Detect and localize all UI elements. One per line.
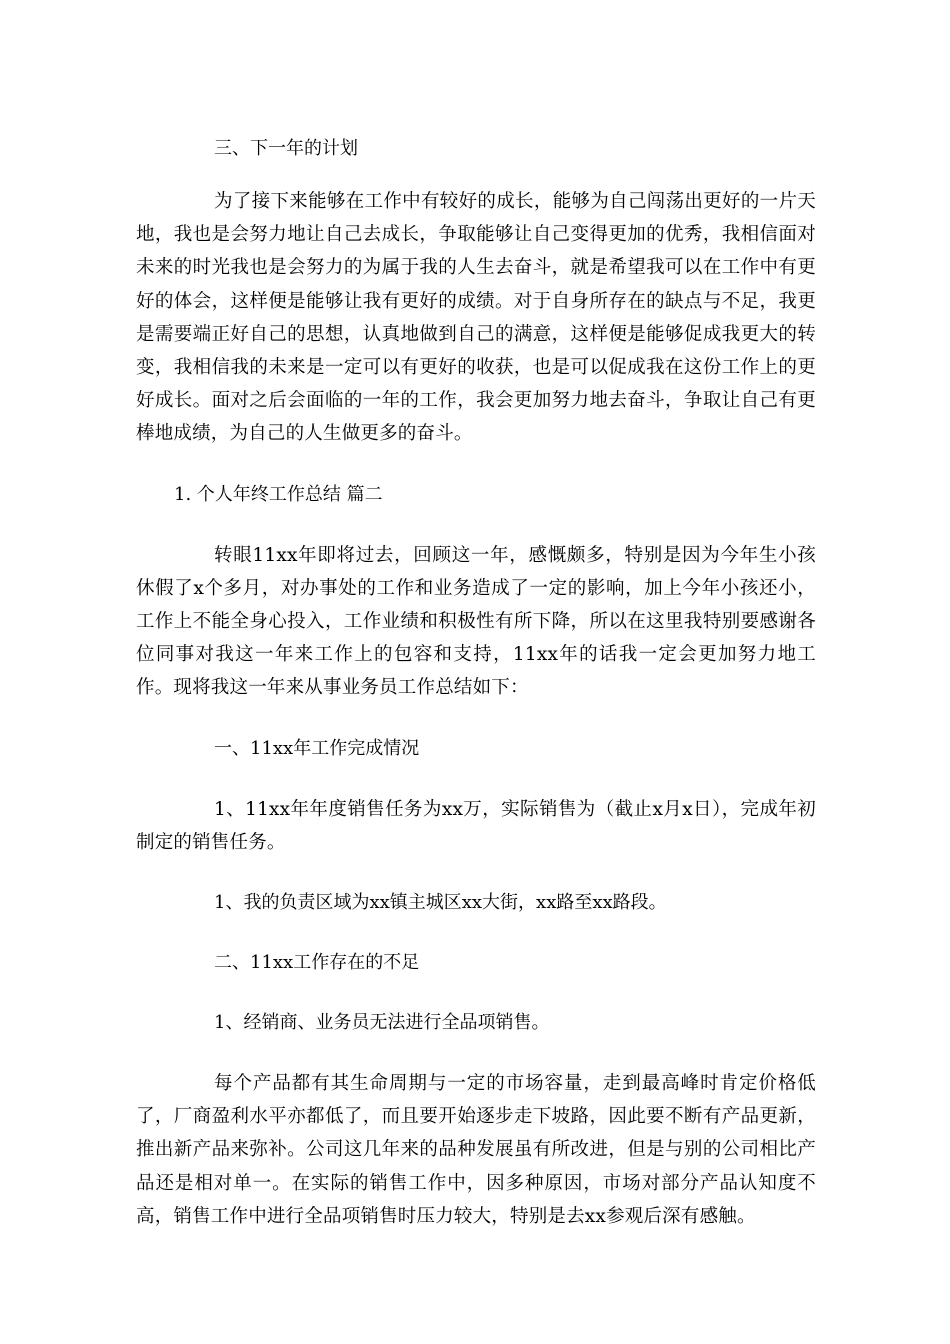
paragraph-next-year-plan: 为了接下来能够在工作中有较好的成长，能够为自己闯荡出更好的一片天地，我也是会努力地让自己去成长，争取能够让自己变得更加的优秀，我相信面对未来的时光我也是会努力的为属于我的人生去奋斗，就是希望我可以在工作中有更好的体会，这样便是能够让我有更好的成绩。对于自身所存在的缺点与不足，我更是需要端正好自己的思想，认真地做到自己的满意，这样便是能够促成我更大的转变，我相信我的未来是一定可以有更好的收获，也是可以促成我在这份工作上的更好成长。面对之后会面临的一年的工作，我会更加努力地去奋斗，争取让自己有更棒地成绩，为自己的人生做更多的奋斗。	[136, 191, 816, 445]
paragraph-sales-task: 1、11xx年年度销售任务为xx万，实际销售为（截止x月x日），完成年初制定的销售任务。	[136, 798, 816, 853]
section-heading-work-completion: 一、11xx年工作完成情况	[214, 737, 420, 759]
subheading-full-range-sales: 1、经销商、业务员无法进行全品项销售。	[214, 1012, 550, 1034]
paragraph-intro: 转眼11xx年即将过去，回顾这一年，感慨颇多，特别是因为今年生小孩休假了x个多月，对办事处的工作和业务造成了一定的影响，加上今年小孩还小，工作上不能全身心投入，工作业绩和积极性有所下降，所以在这里我特别要感谢各位同事对我这一年来工作上的包容和支持，11xx年的话我一定会更加努力地工作。现将我这一年来从事业务员工作总结如下：	[136, 544, 816, 699]
paragraph-product-lifecycle: 每个产品都有其生命周期与一定的市场容量，走到最高峰时肯定价格低了，厂商盈利水平亦都低了，而且要开始逐步走下坡路，因此要不断有产品更新，推出新产品来弥补。公司这几年来的品种发展虽有所改进，但是与别的公司相比产品还是相对单一。在实际的销售工作中，因多种原因，市场对部分产品认知度不高，销售工作中进行全品项销售时压力较大，特别是去xx参观后深有感触。	[136, 1073, 816, 1227]
paragraph-responsible-area: 1、我的负责区域为xx镇主城区xx大街，xx路至xx路段。	[214, 892, 667, 914]
section-heading-next-year-plan: 三、下一年的计划	[214, 138, 358, 159]
document-body	[136, 133, 816, 1233]
article-title-part-two: 1. 个人年终工作总结 篇二	[174, 483, 383, 505]
section-heading-shortcomings: 二、11xx工作存在的不足	[214, 952, 420, 974]
